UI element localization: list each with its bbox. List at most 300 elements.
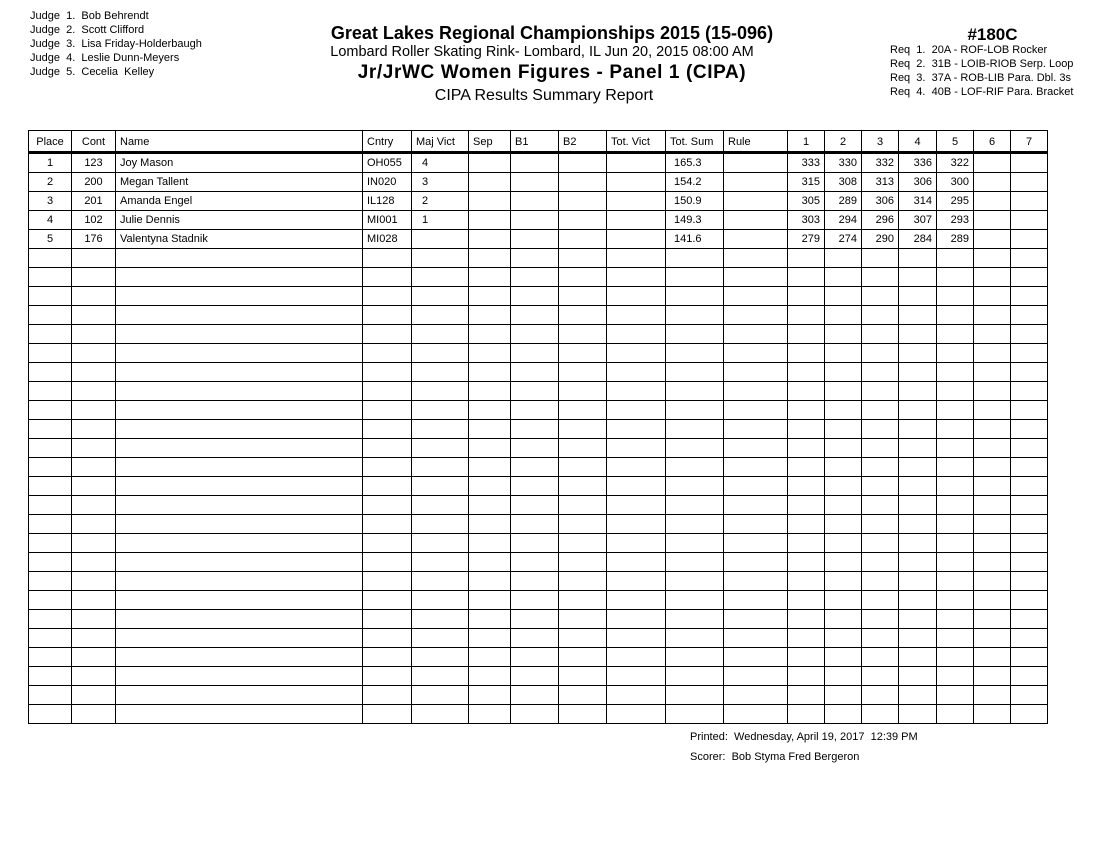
empty-cell <box>29 648 72 667</box>
empty-cell <box>1011 705 1048 724</box>
empty-cell <box>363 344 412 363</box>
empty-cell <box>825 610 862 629</box>
empty-cell <box>724 534 788 553</box>
cell-b2 <box>559 230 607 249</box>
empty-cell <box>412 306 469 325</box>
cell-j1: 315 <box>788 173 825 192</box>
empty-cell <box>363 249 412 268</box>
empty-cell <box>469 268 511 287</box>
empty-cell <box>607 401 666 420</box>
table-row <box>29 192 1048 211</box>
empty-cell <box>724 591 788 610</box>
empty-cell <box>937 496 974 515</box>
empty-cell <box>72 287 116 306</box>
empty-cell <box>116 287 363 306</box>
cell-j3: 313 <box>862 173 899 192</box>
empty-cell <box>862 382 899 401</box>
empty-cell <box>825 629 862 648</box>
empty-cell <box>899 382 937 401</box>
empty-cell <box>974 610 1011 629</box>
cell-j4: 336 <box>899 153 937 173</box>
empty-cell <box>825 382 862 401</box>
empty-cell <box>607 287 666 306</box>
empty-cell <box>666 401 724 420</box>
empty-cell <box>788 477 825 496</box>
cell-sep <box>469 153 511 173</box>
empty-cell <box>72 420 116 439</box>
empty-cell <box>937 458 974 477</box>
empty-cell <box>412 268 469 287</box>
empty-cell <box>1011 306 1048 325</box>
empty-cell <box>607 306 666 325</box>
cell-cont: 201 <box>72 192 116 211</box>
empty-cell <box>511 344 559 363</box>
empty-cell <box>788 287 825 306</box>
empty-cell <box>363 572 412 591</box>
empty-cell <box>412 344 469 363</box>
empty-cell <box>72 401 116 420</box>
empty-cell <box>511 496 559 515</box>
empty-cell <box>666 249 724 268</box>
empty-table-row <box>29 534 1048 553</box>
empty-cell <box>666 287 724 306</box>
cell-j5: 293 <box>937 211 974 230</box>
empty-cell <box>788 363 825 382</box>
empty-table-row <box>29 306 1048 325</box>
empty-cell <box>899 401 937 420</box>
cell-rule <box>724 211 788 230</box>
empty-cell <box>607 458 666 477</box>
judge-4: Judge 4. Leslie Dunn-Meyers <box>30 52 180 64</box>
column-header-2: 2 <box>825 131 862 153</box>
empty-cell <box>862 363 899 382</box>
empty-cell <box>862 686 899 705</box>
empty-cell <box>469 344 511 363</box>
empty-cell <box>607 363 666 382</box>
empty-cell <box>937 686 974 705</box>
empty-cell <box>862 648 899 667</box>
empty-cell <box>724 420 788 439</box>
empty-cell <box>1011 629 1048 648</box>
empty-cell <box>788 591 825 610</box>
empty-cell <box>412 515 469 534</box>
empty-cell <box>899 420 937 439</box>
empty-cell <box>899 572 937 591</box>
empty-cell <box>1011 686 1048 705</box>
cell-place: 3 <box>29 192 72 211</box>
empty-cell <box>974 249 1011 268</box>
empty-cell <box>72 382 116 401</box>
empty-cell <box>899 344 937 363</box>
empty-table-row <box>29 705 1048 724</box>
cell-cont: 102 <box>72 211 116 230</box>
empty-cell <box>724 477 788 496</box>
empty-cell <box>607 534 666 553</box>
empty-cell <box>72 496 116 515</box>
empty-cell <box>862 420 899 439</box>
empty-cell <box>825 553 862 572</box>
empty-cell <box>1011 496 1048 515</box>
empty-cell <box>559 420 607 439</box>
empty-cell <box>666 686 724 705</box>
cell-cont: 176 <box>72 230 116 249</box>
column-header-6: 6 <box>974 131 1011 153</box>
cell-tot-sum: 149.3 <box>666 211 724 230</box>
empty-cell <box>724 344 788 363</box>
empty-cell <box>974 382 1011 401</box>
cell-tot-sum: 141.6 <box>666 230 724 249</box>
empty-cell <box>116 477 363 496</box>
column-header-b1: B1 <box>511 131 559 153</box>
empty-cell <box>1011 610 1048 629</box>
empty-cell <box>72 306 116 325</box>
cell-j7 <box>1011 173 1048 192</box>
empty-cell <box>1011 401 1048 420</box>
empty-cell <box>724 325 788 344</box>
empty-cell <box>559 705 607 724</box>
scorer-names: Scorer: Bob Styma Fred Bergeron <box>690 751 860 763</box>
empty-cell <box>559 553 607 572</box>
cell-j7 <box>1011 192 1048 211</box>
cell-j2: 274 <box>825 230 862 249</box>
cell-sep <box>469 192 511 211</box>
empty-cell <box>666 344 724 363</box>
empty-cell <box>788 572 825 591</box>
empty-cell <box>116 420 363 439</box>
empty-table-row <box>29 629 1048 648</box>
empty-table-row <box>29 477 1048 496</box>
empty-cell <box>899 268 937 287</box>
empty-cell <box>116 306 363 325</box>
empty-cell <box>825 496 862 515</box>
cell-j5: 289 <box>937 230 974 249</box>
empty-cell <box>412 667 469 686</box>
empty-cell <box>666 572 724 591</box>
empty-cell <box>72 553 116 572</box>
empty-cell <box>862 553 899 572</box>
cell-maj-vict: 3 <box>412 173 469 192</box>
empty-cell <box>559 439 607 458</box>
empty-cell <box>72 534 116 553</box>
empty-table-row <box>29 458 1048 477</box>
empty-cell <box>412 610 469 629</box>
empty-cell <box>29 306 72 325</box>
empty-cell <box>363 686 412 705</box>
empty-cell <box>607 268 666 287</box>
table-row <box>29 211 1048 230</box>
empty-cell <box>1011 268 1048 287</box>
empty-cell <box>363 477 412 496</box>
empty-cell <box>788 686 825 705</box>
empty-cell <box>72 629 116 648</box>
empty-cell <box>116 249 363 268</box>
empty-cell <box>72 458 116 477</box>
empty-cell <box>72 705 116 724</box>
empty-cell <box>862 705 899 724</box>
empty-cell <box>825 325 862 344</box>
empty-cell <box>607 591 666 610</box>
empty-cell <box>72 572 116 591</box>
empty-cell <box>788 306 825 325</box>
cell-place: 1 <box>29 153 72 173</box>
cell-maj-vict: 2 <box>412 192 469 211</box>
cell-cont: 123 <box>72 153 116 173</box>
empty-cell <box>363 629 412 648</box>
empty-cell <box>974 363 1011 382</box>
cell-j6 <box>974 211 1011 230</box>
empty-cell <box>607 249 666 268</box>
empty-cell <box>974 496 1011 515</box>
cell-j4: 284 <box>899 230 937 249</box>
empty-cell <box>559 667 607 686</box>
empty-cell <box>825 458 862 477</box>
empty-cell <box>511 610 559 629</box>
empty-cell <box>825 363 862 382</box>
empty-cell <box>724 553 788 572</box>
cell-j7 <box>1011 211 1048 230</box>
empty-cell <box>511 477 559 496</box>
empty-cell <box>559 344 607 363</box>
empty-cell <box>72 610 116 629</box>
table-header-row <box>29 131 1048 153</box>
empty-cell <box>363 325 412 344</box>
empty-cell <box>788 534 825 553</box>
empty-cell <box>412 382 469 401</box>
empty-cell <box>937 705 974 724</box>
cell-tot-vict <box>607 211 666 230</box>
empty-cell <box>363 306 412 325</box>
empty-cell <box>363 667 412 686</box>
empty-cell <box>469 686 511 705</box>
empty-cell <box>559 249 607 268</box>
empty-cell <box>974 439 1011 458</box>
empty-cell <box>937 610 974 629</box>
empty-cell <box>666 553 724 572</box>
empty-cell <box>116 572 363 591</box>
empty-table-row <box>29 553 1048 572</box>
empty-cell <box>116 705 363 724</box>
empty-cell <box>29 287 72 306</box>
table-row <box>29 173 1048 192</box>
empty-cell <box>974 591 1011 610</box>
empty-cell <box>29 667 72 686</box>
empty-cell <box>666 268 724 287</box>
empty-cell <box>724 287 788 306</box>
empty-cell <box>1011 287 1048 306</box>
empty-cell <box>469 325 511 344</box>
empty-cell <box>937 287 974 306</box>
cell-j4: 314 <box>899 192 937 211</box>
cell-sep <box>469 211 511 230</box>
empty-cell <box>511 420 559 439</box>
empty-cell <box>862 477 899 496</box>
cell-j2: 330 <box>825 153 862 173</box>
empty-cell <box>511 648 559 667</box>
empty-cell <box>788 610 825 629</box>
empty-table-row <box>29 249 1048 268</box>
empty-cell <box>607 344 666 363</box>
empty-cell <box>974 572 1011 591</box>
empty-cell <box>363 401 412 420</box>
empty-cell <box>974 458 1011 477</box>
cell-tot-vict <box>607 153 666 173</box>
empty-cell <box>974 268 1011 287</box>
empty-cell <box>412 439 469 458</box>
empty-cell <box>363 268 412 287</box>
cell-j5: 295 <box>937 192 974 211</box>
cell-b1 <box>511 173 559 192</box>
cell-rule <box>724 230 788 249</box>
empty-cell <box>607 515 666 534</box>
column-header-rule: Rule <box>724 131 788 153</box>
empty-cell <box>469 667 511 686</box>
cell-cntry: MI001 <box>363 211 412 230</box>
empty-cell <box>469 287 511 306</box>
cell-j5: 300 <box>937 173 974 192</box>
empty-cell <box>72 686 116 705</box>
empty-cell <box>825 268 862 287</box>
column-header-b2: B2 <box>559 131 607 153</box>
column-header-cntry: Cntry <box>363 131 412 153</box>
empty-cell <box>724 572 788 591</box>
empty-cell <box>469 705 511 724</box>
cell-cntry: IL128 <box>363 192 412 211</box>
empty-cell <box>412 705 469 724</box>
empty-cell <box>974 686 1011 705</box>
empty-cell <box>974 401 1011 420</box>
empty-cell <box>511 705 559 724</box>
empty-cell <box>724 249 788 268</box>
empty-table-row <box>29 515 1048 534</box>
column-header-3: 3 <box>862 131 899 153</box>
empty-cell <box>724 439 788 458</box>
empty-cell <box>937 249 974 268</box>
empty-cell <box>937 420 974 439</box>
empty-cell <box>559 268 607 287</box>
requirements-list <box>890 43 1100 99</box>
judges-list <box>30 9 202 79</box>
judge-1: Judge 1. Bob Behrendt <box>30 10 149 22</box>
empty-cell <box>899 363 937 382</box>
report-footer <box>690 727 918 767</box>
cell-b2 <box>559 173 607 192</box>
empty-table-row <box>29 648 1048 667</box>
empty-cell <box>469 534 511 553</box>
empty-table-row <box>29 382 1048 401</box>
empty-cell <box>29 382 72 401</box>
empty-cell <box>974 629 1011 648</box>
cell-rule <box>724 153 788 173</box>
empty-cell <box>469 477 511 496</box>
empty-cell <box>788 705 825 724</box>
empty-cell <box>511 401 559 420</box>
empty-cell <box>72 477 116 496</box>
empty-cell <box>363 553 412 572</box>
empty-cell <box>607 553 666 572</box>
empty-cell <box>862 610 899 629</box>
empty-cell <box>607 496 666 515</box>
cell-cntry: OH055 <box>363 153 412 173</box>
cell-j1: 303 <box>788 211 825 230</box>
empty-cell <box>825 477 862 496</box>
empty-cell <box>559 363 607 382</box>
empty-cell <box>559 477 607 496</box>
empty-cell <box>724 363 788 382</box>
empty-cell <box>666 648 724 667</box>
empty-cell <box>469 382 511 401</box>
cell-b1 <box>511 230 559 249</box>
empty-cell <box>29 477 72 496</box>
empty-table-row <box>29 344 1048 363</box>
empty-cell <box>666 610 724 629</box>
empty-cell <box>29 534 72 553</box>
column-header-7: 7 <box>1011 131 1048 153</box>
empty-cell <box>862 401 899 420</box>
empty-cell <box>1011 553 1048 572</box>
empty-cell <box>788 629 825 648</box>
empty-cell <box>363 591 412 610</box>
empty-cell <box>116 667 363 686</box>
empty-cell <box>559 287 607 306</box>
empty-cell <box>412 496 469 515</box>
empty-cell <box>724 686 788 705</box>
cell-tot-sum: 165.3 <box>666 153 724 173</box>
empty-cell <box>607 439 666 458</box>
empty-cell <box>116 363 363 382</box>
empty-cell <box>29 629 72 648</box>
empty-cell <box>116 458 363 477</box>
empty-cell <box>412 458 469 477</box>
empty-cell <box>899 515 937 534</box>
empty-cell <box>899 306 937 325</box>
empty-cell <box>511 382 559 401</box>
cell-maj-vict: 1 <box>412 211 469 230</box>
empty-cell <box>29 496 72 515</box>
cell-b2 <box>559 153 607 173</box>
empty-cell <box>116 382 363 401</box>
empty-cell <box>559 591 607 610</box>
empty-cell <box>899 667 937 686</box>
empty-cell <box>511 287 559 306</box>
empty-cell <box>788 553 825 572</box>
empty-cell <box>937 553 974 572</box>
empty-cell <box>1011 667 1048 686</box>
empty-cell <box>363 648 412 667</box>
empty-cell <box>937 477 974 496</box>
empty-cell <box>724 629 788 648</box>
empty-cell <box>937 572 974 591</box>
empty-cell <box>862 458 899 477</box>
empty-cell <box>1011 439 1048 458</box>
empty-cell <box>29 325 72 344</box>
empty-cell <box>29 458 72 477</box>
empty-cell <box>666 382 724 401</box>
empty-cell <box>788 648 825 667</box>
column-header-tot-sum: Tot. Sum <box>666 131 724 153</box>
empty-cell <box>607 667 666 686</box>
empty-cell <box>116 325 363 344</box>
empty-cell <box>937 515 974 534</box>
empty-table-row <box>29 325 1048 344</box>
empty-cell <box>724 648 788 667</box>
empty-cell <box>899 534 937 553</box>
empty-cell <box>363 382 412 401</box>
empty-cell <box>363 458 412 477</box>
empty-cell <box>1011 458 1048 477</box>
empty-cell <box>412 401 469 420</box>
empty-cell <box>559 629 607 648</box>
empty-cell <box>862 534 899 553</box>
